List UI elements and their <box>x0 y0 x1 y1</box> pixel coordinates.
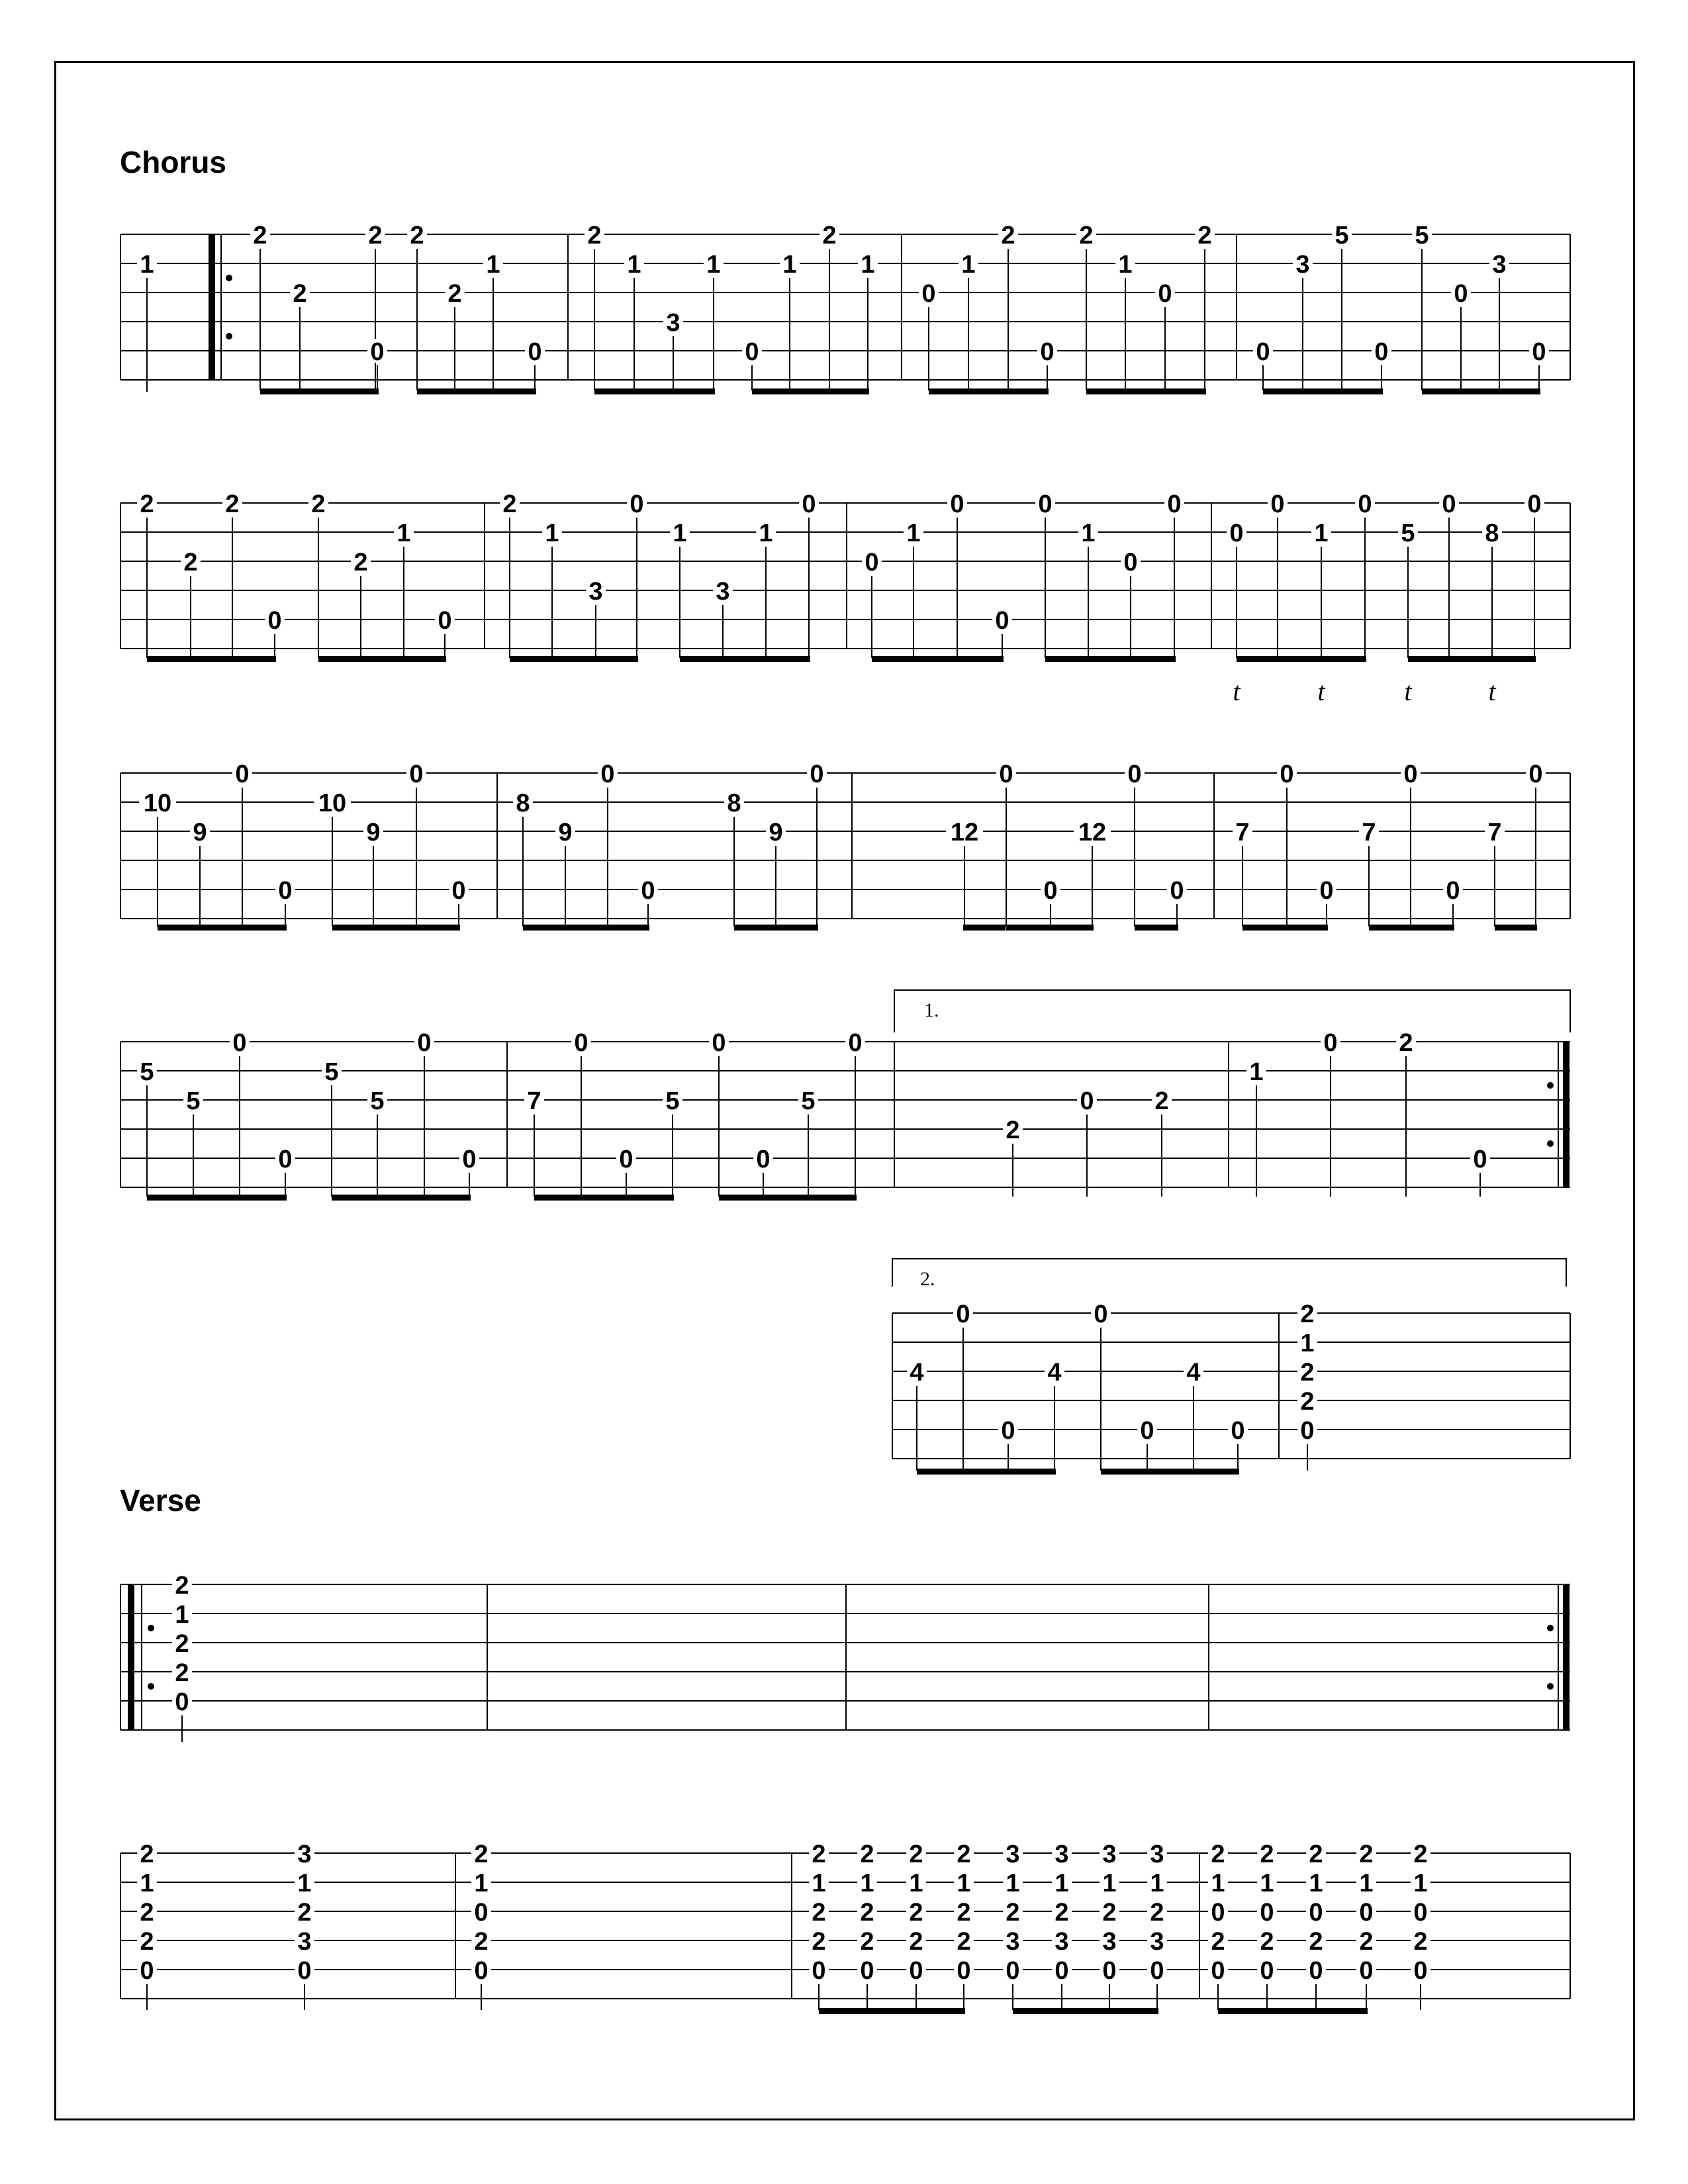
beam <box>594 388 715 394</box>
beam <box>1422 388 1540 394</box>
fret-number: 1 <box>1309 1870 1323 1897</box>
fret-number: 0 <box>630 490 644 518</box>
beam <box>158 925 287 931</box>
fret-number: 0 <box>235 760 250 788</box>
beam <box>332 925 460 931</box>
fret-number: 2 <box>1211 1928 1225 1956</box>
fret-number: 2 <box>140 1928 154 1956</box>
fret-number: 2 <box>225 490 240 518</box>
fret-number: 1 <box>627 251 641 279</box>
fret-number: 2 <box>1055 1899 1069 1927</box>
fret-number: 3 <box>1295 251 1310 279</box>
fret-number: 2 <box>1260 1841 1274 1868</box>
repeat-end-thick-bar <box>1563 1584 1570 1731</box>
fret-number: 0 <box>1280 760 1294 788</box>
fret-number: 0 <box>1211 1899 1225 1927</box>
fret-number: 0 <box>812 1957 826 1985</box>
fret-number: 1 <box>860 1870 874 1897</box>
beam <box>510 656 638 662</box>
beam <box>1013 2008 1158 2014</box>
fret-number: 3 <box>1102 1841 1117 1868</box>
fret-number: 0 <box>1270 490 1285 518</box>
fret-number: 0 <box>1256 338 1270 366</box>
beam <box>1135 925 1178 931</box>
fret-number: 7 <box>1235 819 1250 846</box>
beam <box>1086 388 1206 394</box>
fret-number: 1 <box>1081 520 1096 547</box>
fret-number: 2 <box>140 490 154 518</box>
fret-number: 2 <box>909 1841 923 1868</box>
fret-number: 2 <box>822 222 837 250</box>
fret-number: 1 <box>486 251 500 279</box>
technique-mark-t: t <box>1317 676 1325 706</box>
fret-number: 0 <box>1229 520 1244 547</box>
fret-number: 2 <box>293 280 307 308</box>
fret-number: 0 <box>474 1899 489 1927</box>
fret-number: 1 <box>1260 1870 1274 1897</box>
fret-number: 1 <box>1314 520 1329 547</box>
fret-number: 0 <box>1300 1417 1315 1445</box>
fret-number: 1 <box>1102 1870 1117 1897</box>
fret-number: 2 <box>1359 1928 1374 1956</box>
fret-number: 2 <box>140 1899 154 1927</box>
fret-number: 5 <box>1401 520 1415 547</box>
fret-number: 12 <box>1078 819 1107 846</box>
fret-number: 1 <box>759 520 773 547</box>
tab-staff-3 <box>120 760 1570 931</box>
fret-number: 9 <box>558 819 573 846</box>
tab-staff-6 <box>120 1572 1570 1742</box>
fret-number: 2 <box>1150 1899 1164 1927</box>
fret-number: 2 <box>1006 1116 1020 1144</box>
fret-number: 1 <box>1118 251 1133 279</box>
fret-number: 1 <box>175 1601 189 1629</box>
repeat-dot <box>148 1683 154 1690</box>
fret-number: 0 <box>1374 338 1389 366</box>
fret-number: 2 <box>812 1928 826 1956</box>
fret-number: 2 <box>1359 1841 1374 1868</box>
fret-number: 1 <box>673 520 687 547</box>
fret-number: 0 <box>712 1029 726 1057</box>
beam <box>1408 656 1536 662</box>
fret-number: 5 <box>1415 222 1429 250</box>
fret-number: 2 <box>812 1841 826 1868</box>
beam <box>1045 656 1176 662</box>
fret-number: 2 <box>1413 1928 1428 1956</box>
fret-number: 1 <box>474 1870 489 1897</box>
fret-number: 1 <box>1359 1870 1374 1897</box>
fret-number: 2 <box>860 1899 874 1927</box>
fret-number: 0 <box>1127 760 1142 788</box>
fret-number: 5 <box>1335 222 1349 250</box>
fret-number: 2 <box>860 1841 874 1868</box>
fret-number: 2 <box>587 222 602 250</box>
fret-number: 2 <box>297 1899 312 1927</box>
fret-number: 0 <box>574 1029 588 1057</box>
fret-number: 2 <box>1197 222 1212 250</box>
fret-number: 7 <box>527 1087 541 1115</box>
fret-number: 0 <box>438 607 452 635</box>
section-label-verse: Verse <box>120 1483 201 1518</box>
fret-number: 0 <box>451 877 466 905</box>
fret-number: 2 <box>140 1841 154 1868</box>
fret-number: 3 <box>297 1928 312 1956</box>
fret-number: 3 <box>666 309 680 337</box>
fret-number: 9 <box>769 819 783 846</box>
fret-number: 10 <box>143 790 172 817</box>
fret-number: 0 <box>462 1146 477 1173</box>
fret-number: 0 <box>1170 877 1184 905</box>
first-ending <box>894 990 1570 1032</box>
fret-number: 0 <box>1527 490 1542 518</box>
fret-number: 0 <box>865 549 879 576</box>
fret-number: 2 <box>410 222 424 250</box>
fret-number: 1 <box>545 520 559 547</box>
fret-number: 5 <box>665 1087 680 1115</box>
fret-number: 1 <box>1211 1870 1225 1897</box>
fret-number: 8 <box>1485 520 1499 547</box>
repeat-dot <box>1547 1082 1554 1089</box>
beam <box>318 656 446 662</box>
repeat-dot <box>226 275 232 281</box>
beam <box>1243 925 1328 931</box>
fret-number: 0 <box>1038 490 1053 518</box>
fret-number: 0 <box>957 1957 971 1985</box>
fret-number: 2 <box>502 490 517 518</box>
fret-number: 0 <box>1309 1957 1323 1985</box>
fret-number: 0 <box>756 1146 771 1173</box>
fret-number: 0 <box>1319 877 1334 905</box>
fret-number: 4 <box>1047 1359 1062 1387</box>
fret-number: 2 <box>1211 1841 1225 1868</box>
fret-number: 2 <box>909 1928 923 1956</box>
beam <box>719 1195 857 1201</box>
fret-number: 0 <box>1094 1300 1108 1328</box>
fret-number: 1 <box>1413 1870 1428 1897</box>
fret-number: 4 <box>1186 1359 1201 1387</box>
fret-number: 0 <box>848 1029 863 1057</box>
beam <box>752 388 869 394</box>
fret-number: 2 <box>175 1572 189 1600</box>
fret-number: 2 <box>1001 222 1015 250</box>
fret-number: 2 <box>1309 1928 1323 1956</box>
fret-number: 0 <box>267 607 282 635</box>
fret-number: 8 <box>516 790 530 817</box>
fret-number: 1 <box>706 251 721 279</box>
fret-number: 1 <box>812 1870 826 1897</box>
beam <box>734 925 818 931</box>
beam <box>534 1195 674 1201</box>
fret-number: 1 <box>1300 1330 1315 1357</box>
tab-staff-5 <box>892 1300 1570 1475</box>
fret-number: 8 <box>727 790 741 817</box>
fret-number: 1 <box>909 1870 923 1897</box>
fret-number: 1 <box>140 1870 154 1897</box>
fret-number: 0 <box>1006 1957 1020 1985</box>
fret-number: 0 <box>370 338 385 366</box>
fret-number: 1 <box>1006 1870 1020 1897</box>
fret-number: 12 <box>950 819 979 846</box>
fret-number: 1 <box>1150 1870 1164 1897</box>
fret-number: 0 <box>921 280 936 308</box>
beam <box>1006 925 1094 931</box>
fret-number: 0 <box>1528 760 1543 788</box>
fret-number: 2 <box>1006 1899 1020 1927</box>
repeat-end-thick-bar <box>1563 1041 1570 1188</box>
fret-number: 3 <box>1492 251 1507 279</box>
fret-number: 10 <box>318 790 347 817</box>
section-label-chorus: Chorus <box>120 145 226 179</box>
tab-staff-1 <box>120 222 1570 394</box>
beam <box>819 2008 965 2014</box>
beam <box>917 1469 1056 1475</box>
repeat-dot <box>226 333 232 340</box>
beam <box>963 925 1006 931</box>
beam <box>929 388 1049 394</box>
fret-number: 0 <box>1454 280 1468 308</box>
fret-number: 1 <box>961 251 976 279</box>
fret-number: 2 <box>183 549 198 576</box>
fret-number: 3 <box>588 578 603 606</box>
fret-number: 0 <box>140 1957 154 1985</box>
fret-number: 1 <box>140 251 154 279</box>
fret-number: 2 <box>1309 1841 1323 1868</box>
fret-number: 0 <box>474 1957 489 1985</box>
fret-number: 0 <box>1323 1029 1338 1057</box>
beam <box>1495 925 1537 931</box>
fret-number: 2 <box>1260 1928 1274 1956</box>
fret-number: 3 <box>716 578 730 606</box>
fret-number: 0 <box>1123 549 1138 576</box>
fret-number: 0 <box>1358 490 1372 518</box>
fret-number: 2 <box>812 1899 826 1927</box>
fret-number: 2 <box>957 1899 971 1927</box>
fret-number: 0 <box>1055 1957 1069 1985</box>
fret-number: 0 <box>956 1300 970 1328</box>
beam <box>417 388 536 394</box>
tab-staff-2 <box>120 490 1570 662</box>
fret-number: 0 <box>1532 338 1546 366</box>
fret-number: 2 <box>957 1928 971 1956</box>
fret-number: 0 <box>1413 1899 1428 1927</box>
fret-number: 3 <box>1150 1841 1164 1868</box>
fret-number: 0 <box>1446 877 1460 905</box>
tab-staff-7 <box>120 1841 1570 2014</box>
fret-number: 2 <box>353 549 368 576</box>
fret-number: 0 <box>1442 490 1456 518</box>
fret-number: 0 <box>1102 1957 1117 1985</box>
repeat-start-thick-bar <box>209 234 215 381</box>
fret-number: 7 <box>1362 819 1376 846</box>
fret-number: 5 <box>370 1087 385 1115</box>
fret-number: 0 <box>1211 1957 1225 1985</box>
beam <box>1237 656 1366 662</box>
fret-number: 0 <box>1043 877 1058 905</box>
fret-number: 0 <box>232 1029 247 1057</box>
fret-number: 0 <box>909 1957 923 1985</box>
fret-number: 5 <box>801 1087 816 1115</box>
fret-number: 0 <box>619 1146 633 1173</box>
repeat-dot <box>148 1625 154 1631</box>
beam <box>872 656 1004 662</box>
fret-number: 0 <box>1231 1417 1245 1445</box>
beam <box>1218 2008 1368 2014</box>
beam <box>260 388 379 394</box>
fret-number: 0 <box>1001 1417 1015 1445</box>
fret-number: 0 <box>1040 338 1055 366</box>
volta-bracket <box>892 1259 1566 1287</box>
fret-number: 0 <box>278 877 293 905</box>
fret-number: 2 <box>1079 222 1094 250</box>
fret-number: 2 <box>1300 1359 1315 1387</box>
fret-number: 0 <box>745 338 759 366</box>
fret-number: 0 <box>1260 1957 1274 1985</box>
volta-bracket <box>894 990 1570 1032</box>
repeat-dot <box>1547 1625 1554 1631</box>
fret-number: 7 <box>1487 819 1502 846</box>
fret-number: 2 <box>474 1928 489 1956</box>
fret-number: 2 <box>447 280 462 308</box>
repeat-dot <box>1547 1140 1554 1147</box>
tab-staff-4 <box>120 1029 1570 1201</box>
fret-number: 0 <box>950 490 964 518</box>
beam <box>1263 388 1383 394</box>
fret-number: 0 <box>810 760 824 788</box>
fret-number: 3 <box>1102 1928 1117 1956</box>
fret-number: 0 <box>860 1957 874 1985</box>
fret-number: 0 <box>417 1029 432 1057</box>
fret-number: 2 <box>474 1841 489 1868</box>
fret-number: 3 <box>1006 1928 1020 1956</box>
fret-number: 2 <box>175 1659 189 1687</box>
fret-number: 2 <box>1300 1300 1315 1328</box>
beam <box>1101 1469 1239 1475</box>
fret-number: 0 <box>1260 1899 1274 1927</box>
fret-number: 1 <box>1249 1058 1264 1086</box>
fret-number: 2 <box>957 1841 971 1868</box>
fret-number: 0 <box>1413 1957 1428 1985</box>
fret-number: 2 <box>1300 1388 1315 1416</box>
fret-number: 2 <box>175 1630 189 1658</box>
fret-number: 1 <box>906 520 921 547</box>
fret-number: 0 <box>995 607 1009 635</box>
fret-number: 0 <box>1359 1957 1374 1985</box>
fret-number: 5 <box>324 1058 339 1086</box>
fret-number: 0 <box>1473 1146 1487 1173</box>
fret-number: 5 <box>140 1058 154 1086</box>
fret-number: 1 <box>397 520 411 547</box>
fret-number: 0 <box>297 1957 312 1985</box>
fret-number: 9 <box>366 819 381 846</box>
fret-number: 1 <box>297 1870 312 1897</box>
fret-number: 2 <box>1154 1087 1169 1115</box>
fret-number: 3 <box>297 1841 312 1868</box>
volta-label: 1. <box>924 999 939 1021</box>
fret-number: 0 <box>1309 1899 1323 1927</box>
beam <box>147 1195 287 1201</box>
fret-number: 0 <box>641 877 655 905</box>
fret-number: 2 <box>909 1899 923 1927</box>
fret-number: 2 <box>311 490 326 518</box>
technique-mark-t: t <box>1233 676 1241 706</box>
fret-number: 0 <box>278 1146 293 1173</box>
fret-number: 0 <box>528 338 542 366</box>
fret-number: 2 <box>1413 1841 1428 1868</box>
fret-number: 1 <box>957 1870 971 1897</box>
fret-number: 0 <box>999 760 1013 788</box>
fret-number: 2 <box>860 1928 874 1956</box>
fret-number: 0 <box>1167 490 1182 518</box>
fret-number: 1 <box>861 251 875 279</box>
fret-number: 1 <box>782 251 797 279</box>
beam <box>523 925 649 931</box>
fret-number: 0 <box>1080 1087 1094 1115</box>
second-ending <box>892 1259 1566 1290</box>
fret-number: 3 <box>1055 1841 1069 1868</box>
fret-number: 3 <box>1055 1928 1069 1956</box>
technique-mark-t: t <box>1488 676 1496 706</box>
fret-number: 9 <box>193 819 207 846</box>
volta-label: 2. <box>920 1268 935 1290</box>
fret-number: 2 <box>1399 1029 1413 1057</box>
fret-number: 0 <box>1403 760 1418 788</box>
repeat-dot <box>1547 1683 1554 1690</box>
fret-number: 2 <box>253 222 267 250</box>
fret-number: 2 <box>1102 1899 1117 1927</box>
repeat-start-thick-bar <box>128 1584 134 1731</box>
fret-number: 3 <box>1006 1841 1020 1868</box>
fret-number: 4 <box>910 1359 924 1387</box>
fret-number: 3 <box>1150 1928 1164 1956</box>
beam <box>147 656 276 662</box>
fret-number: 2 <box>368 222 383 250</box>
technique-mark-t: t <box>1404 676 1412 706</box>
beam <box>680 656 810 662</box>
fret-number: 0 <box>600 760 615 788</box>
fret-number: 0 <box>1150 1957 1164 1985</box>
beam <box>1369 925 1454 931</box>
fret-number: 0 <box>802 490 816 518</box>
beam <box>332 1195 471 1201</box>
fret-number: 0 <box>409 760 424 788</box>
fret-number: 0 <box>1158 280 1172 308</box>
fret-number: 0 <box>1359 1899 1374 1927</box>
fret-number: 0 <box>175 1688 189 1716</box>
fret-number: 0 <box>1140 1417 1154 1445</box>
fret-number: 1 <box>1055 1870 1069 1897</box>
fret-number: 5 <box>186 1087 201 1115</box>
